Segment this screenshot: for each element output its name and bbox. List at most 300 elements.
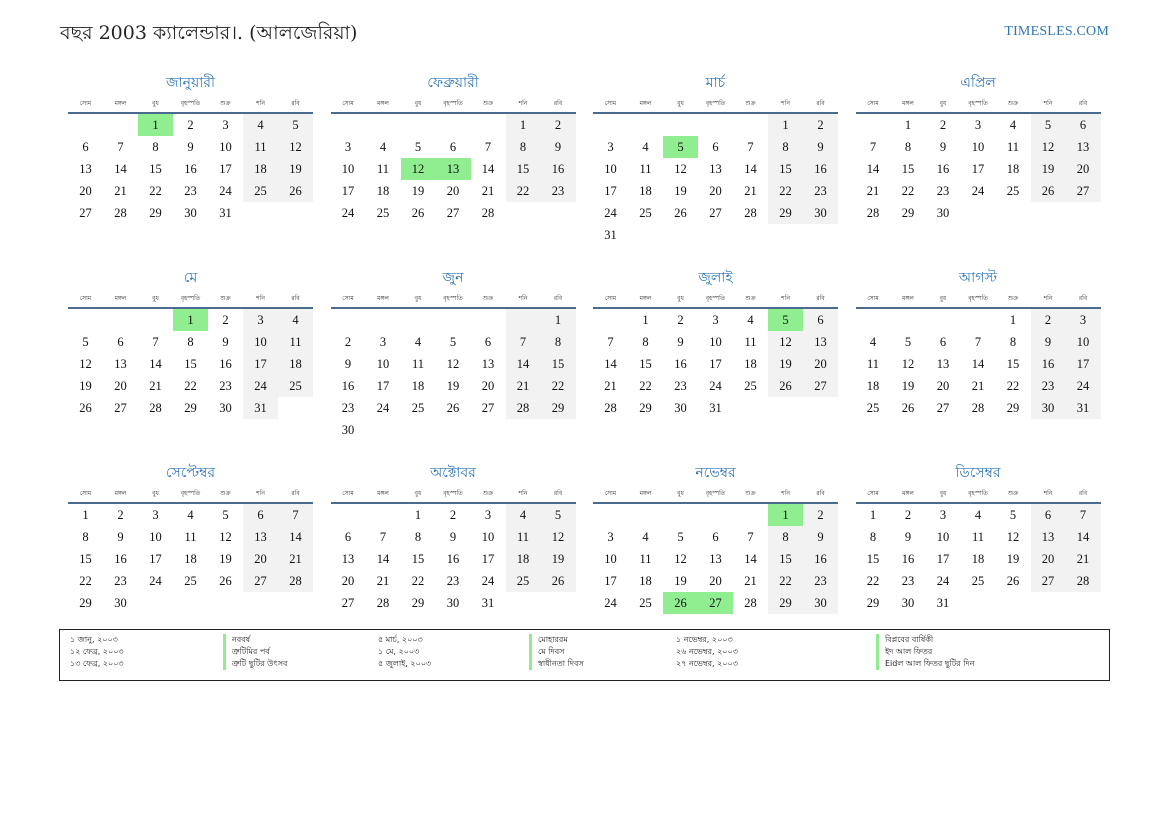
day-cell: 11 xyxy=(278,331,313,353)
days-grid xyxy=(331,504,576,614)
weekday-header xyxy=(593,289,838,309)
day-cell: 21 xyxy=(149,379,162,393)
day-cell: 19 xyxy=(411,184,425,198)
day-cell: 1 xyxy=(869,508,877,522)
month-calendar xyxy=(856,267,1101,446)
day-cell: 7 xyxy=(607,335,614,349)
day-cell: 6 xyxy=(803,309,838,331)
day-cell: 8 xyxy=(187,335,194,349)
day-cell: 3 xyxy=(152,508,159,522)
weekday-label: সোম xyxy=(867,294,879,302)
holiday-day-cell: 1 xyxy=(138,114,173,136)
weekday-label: সোম xyxy=(604,489,617,497)
weekday-label: বুধ xyxy=(939,99,947,107)
day-cell: 14 xyxy=(604,357,617,371)
day-cell: 4 xyxy=(642,530,649,544)
day-cell: 4 xyxy=(506,504,541,526)
days-grid xyxy=(68,504,313,614)
day-cell: 30 xyxy=(803,592,838,614)
day-cell: 10 xyxy=(376,357,390,371)
day-cell: 11 xyxy=(971,530,985,544)
day-cell: 3 xyxy=(344,140,352,154)
day-cell: 5 xyxy=(222,508,229,522)
empty-cell xyxy=(331,504,366,526)
empty-cell xyxy=(628,504,663,526)
day-cell: 6 xyxy=(939,335,947,349)
empty-cell xyxy=(471,309,506,331)
day-cell: 15 xyxy=(866,552,880,566)
day-cell: 5 xyxy=(677,530,684,544)
holiday-date: ১ মে, ২০০৩ xyxy=(378,647,420,656)
days-grid xyxy=(856,309,1101,419)
day-cell: 9 xyxy=(939,140,947,154)
day-cell: 8 xyxy=(768,136,803,158)
day-cell: 6 xyxy=(712,530,719,544)
day-cell: 17 xyxy=(936,552,950,566)
day-cell: 19 xyxy=(278,158,313,180)
day-cell: 2 xyxy=(803,504,838,526)
weekday-label: বুধ xyxy=(414,99,422,107)
weekday-label: শুক্র xyxy=(745,294,756,302)
day-cell: 13 xyxy=(1066,136,1101,158)
day-cell: 12 xyxy=(278,136,313,158)
day-cell: 25 xyxy=(744,379,757,393)
weekday-label: বৃহস্পতি xyxy=(443,294,463,302)
day-cell: 13 xyxy=(341,552,355,566)
day-cell: 2 xyxy=(939,118,947,132)
day-cell: 6 xyxy=(344,530,352,544)
day-cell: 3 xyxy=(1066,309,1101,331)
day-cell: 5 xyxy=(449,335,457,349)
weekday-header xyxy=(331,484,576,504)
day-cell: 15 xyxy=(901,162,915,176)
weekday-label: সোম xyxy=(604,99,617,107)
day-cell: 1 xyxy=(768,114,803,136)
day-cell: 20 xyxy=(114,379,127,393)
day-cell: 8 xyxy=(642,335,649,349)
day-cell: 9 xyxy=(904,530,912,544)
day-cell: 2 xyxy=(541,114,576,136)
empty-cell xyxy=(436,309,471,331)
day-cell: 6 xyxy=(484,335,492,349)
day-cell: 2 xyxy=(117,508,124,522)
day-cell: 24 xyxy=(971,184,985,198)
day-cell: 14 xyxy=(971,357,985,371)
day-cell: 26 xyxy=(219,574,232,588)
day-cell: 3 xyxy=(607,530,614,544)
day-cell: 21 xyxy=(376,574,390,588)
day-cell: 10 xyxy=(243,331,278,353)
day-cell: 2 xyxy=(449,508,457,522)
day-cell: 11 xyxy=(639,552,652,566)
day-cell: 20 xyxy=(446,184,460,198)
day-cell: 18 xyxy=(639,574,652,588)
weekday-header xyxy=(331,94,576,114)
holiday-name: স্বাধীনতা দিবস xyxy=(529,658,584,670)
day-cell: 25 xyxy=(971,574,985,588)
weekday-label: সোম xyxy=(79,99,92,107)
day-cell: 31 xyxy=(709,401,722,415)
weekday-label: বৃহস্পতি xyxy=(968,294,988,302)
day-cell: 17 xyxy=(243,353,278,375)
days-grid xyxy=(856,504,1101,614)
day-cell: 19 xyxy=(901,379,915,393)
day-cell: 24 xyxy=(709,379,722,393)
day-cell: 1 xyxy=(506,114,541,136)
site-link[interactable]: TIMESLES.COM xyxy=(1004,24,1109,39)
empty-cell xyxy=(733,114,768,136)
day-cell: 31 xyxy=(243,397,278,419)
day-cell: 29 xyxy=(1006,401,1020,415)
month-name: জুলাই xyxy=(698,270,733,286)
day-cell: 26 xyxy=(541,570,576,592)
weekday-label: মঙ্গল xyxy=(377,294,389,302)
day-cell: 16 xyxy=(803,158,838,180)
holiday-date: ২৬ নভেম্বর, ২০০৩ xyxy=(676,647,738,656)
days-grid xyxy=(593,504,838,614)
day-cell: 10 xyxy=(481,530,495,544)
day-cell: 18 xyxy=(506,548,541,570)
day-cell: 19 xyxy=(79,379,92,393)
day-cell: 3 xyxy=(243,309,278,331)
day-cell: 5 xyxy=(82,335,89,349)
day-cell: 18 xyxy=(744,357,757,371)
weekday-label: রবি xyxy=(291,489,300,497)
day-cell: 30 xyxy=(114,596,127,610)
day-cell: 2 xyxy=(1031,309,1066,331)
day-cell: 30 xyxy=(341,423,355,437)
day-cell: 11 xyxy=(411,357,425,371)
month-name: ফেব্রুয়ারী xyxy=(427,75,479,91)
day-cell: 7 xyxy=(974,335,982,349)
day-cell: 16 xyxy=(674,357,687,371)
weekday-label: বুধ xyxy=(677,294,684,302)
day-cell: 27 xyxy=(1066,180,1101,202)
holiday-day-cell: 12 xyxy=(401,158,436,180)
day-cell: 23 xyxy=(541,180,576,202)
day-cell: 27 xyxy=(446,206,460,220)
weekday-label: সোম xyxy=(342,294,354,302)
day-cell: 28 xyxy=(149,401,162,415)
empty-cell xyxy=(103,114,138,136)
day-cell: 7 xyxy=(117,140,124,154)
day-cell: 23 xyxy=(803,570,838,592)
weekday-label: শুক্র xyxy=(220,99,231,107)
holiday-day-cell: 5 xyxy=(768,309,803,331)
day-cell: 30 xyxy=(219,401,232,415)
day-cell: 20 xyxy=(243,548,278,570)
day-cell: 22 xyxy=(768,570,803,592)
weekday-label: সোম xyxy=(867,99,879,107)
empty-cell xyxy=(926,309,961,331)
day-cell: 18 xyxy=(639,184,652,198)
weekday-label: শনি xyxy=(1043,489,1053,497)
day-cell: 10 xyxy=(219,140,232,154)
weekday-header xyxy=(856,289,1101,309)
day-cell: 15 xyxy=(411,552,425,566)
weekday-header xyxy=(593,484,838,504)
weekday-label: মঙ্গল xyxy=(902,489,914,497)
weekday-label: মঙ্গল xyxy=(902,294,914,302)
weekday-label: রবি xyxy=(291,99,300,107)
day-cell: 9 xyxy=(541,136,576,158)
day-cell: 22 xyxy=(901,184,915,198)
days-grid xyxy=(331,114,576,224)
day-cell: 28 xyxy=(114,206,127,220)
holiday-name: ইদ আল ফিতর xyxy=(876,646,932,658)
day-cell: 17 xyxy=(604,574,617,588)
day-cell: 27 xyxy=(114,401,127,415)
day-cell: 27 xyxy=(243,570,278,592)
month-name: মার্চ xyxy=(705,75,726,91)
day-cell: 9 xyxy=(803,136,838,158)
empty-cell xyxy=(471,114,506,136)
day-cell: 30 xyxy=(901,596,915,610)
day-cell: 28 xyxy=(278,570,313,592)
empty-cell xyxy=(698,114,733,136)
day-cell: 17 xyxy=(376,379,390,393)
empty-cell xyxy=(366,309,401,331)
day-cell: 18 xyxy=(243,158,278,180)
day-cell: 3 xyxy=(607,140,614,154)
weekday-label: রবি xyxy=(1078,489,1088,497)
day-cell: 8 xyxy=(1009,335,1017,349)
day-cell: 22 xyxy=(79,574,92,588)
days-grid xyxy=(331,309,576,441)
day-cell: 29 xyxy=(79,596,92,610)
day-cell: 23 xyxy=(184,184,197,198)
day-cell: 7 xyxy=(484,140,492,154)
holiday-name: মোহাররম xyxy=(529,634,568,646)
month-name: জানুয়ারী xyxy=(166,75,215,91)
day-cell: 20 xyxy=(79,184,92,198)
day-cell: 21 xyxy=(744,184,757,198)
holiday-name: নববর্ষ xyxy=(223,634,250,646)
weekday-label: বৃহস্পতি xyxy=(705,294,726,302)
day-cell: 23 xyxy=(219,379,232,393)
day-cell: 20 xyxy=(1066,158,1101,180)
day-cell: 22 xyxy=(768,180,803,202)
day-cell: 7 xyxy=(379,530,387,544)
empty-cell xyxy=(593,504,628,526)
day-cell: 10 xyxy=(936,530,950,544)
weekday-label: শুক্র xyxy=(482,489,494,497)
day-cell: 23 xyxy=(803,180,838,202)
day-cell: 20 xyxy=(481,379,495,393)
day-cell: 10 xyxy=(604,552,617,566)
day-cell: 19 xyxy=(446,379,460,393)
day-cell: 7 xyxy=(1066,504,1101,526)
month-name: সেপ্টেম্বর xyxy=(165,465,216,481)
empty-cell xyxy=(628,114,663,136)
day-cell: 19 xyxy=(541,548,576,570)
day-cell: 11 xyxy=(639,162,652,176)
day-cell: 31 xyxy=(936,596,950,610)
day-cell: 17 xyxy=(219,162,232,176)
day-cell: 1 xyxy=(414,508,422,522)
day-cell: 16 xyxy=(184,162,197,176)
day-cell: 22 xyxy=(541,375,576,397)
empty-cell xyxy=(856,114,891,136)
day-cell: 29 xyxy=(541,397,576,419)
day-cell: 13 xyxy=(79,162,92,176)
holiday-day-cell: 27 xyxy=(698,592,733,614)
month-name: আগস্ট xyxy=(958,270,998,286)
holiday-name: মে দিবস xyxy=(529,646,564,658)
day-cell: 16 xyxy=(936,162,950,176)
day-cell: 26 xyxy=(1031,180,1066,202)
day-cell: 3 xyxy=(974,118,982,132)
day-cell: 16 xyxy=(1031,353,1066,375)
holiday-name: ত্রুটিমির পর্ব xyxy=(223,646,270,658)
weekday-label: শুক্র xyxy=(1007,294,1019,302)
weekday-label: মঙ্গল xyxy=(114,489,127,497)
day-cell: 11 xyxy=(243,136,278,158)
empty-cell xyxy=(961,309,996,331)
day-cell: 16 xyxy=(219,357,232,371)
day-cell: 23 xyxy=(341,401,355,415)
empty-cell xyxy=(68,309,103,331)
day-cell: 30 xyxy=(674,401,687,415)
day-cell: 30 xyxy=(936,206,950,220)
day-cell: 11 xyxy=(184,530,197,544)
weekday-header xyxy=(331,289,576,309)
day-cell: 8 xyxy=(414,530,422,544)
weekday-label: মঙ্গল xyxy=(377,99,389,107)
holiday-date: ২৭ নভেম্বর, ২০০৩ xyxy=(676,659,738,668)
day-cell: 29 xyxy=(866,596,880,610)
month-calendar xyxy=(331,72,576,251)
day-cell: 5 xyxy=(414,140,422,154)
day-cell: 30 xyxy=(184,206,197,220)
day-cell: 21 xyxy=(506,375,541,397)
empty-cell xyxy=(366,114,401,136)
day-cell: 16 xyxy=(541,158,576,180)
day-cell: 2 xyxy=(803,114,838,136)
weekday-header xyxy=(593,94,838,114)
day-cell: 28 xyxy=(604,401,617,415)
weekday-label: বৃহস্পতি xyxy=(705,99,726,107)
weekday-label: বৃহস্পতি xyxy=(443,99,463,107)
day-cell: 11 xyxy=(1006,140,1020,154)
day-cell: 29 xyxy=(411,596,425,610)
day-cell: 10 xyxy=(604,162,617,176)
day-cell: 16 xyxy=(114,552,127,566)
day-cell: 14 xyxy=(744,162,757,176)
months-grid xyxy=(68,72,1101,641)
weekday-label: বুধ xyxy=(939,294,947,302)
day-cell: 17 xyxy=(149,552,162,566)
month-calendar xyxy=(593,72,838,251)
day-cell: 31 xyxy=(1066,397,1101,419)
weekday-label: সোম xyxy=(79,294,92,302)
weekday-label: বুধ xyxy=(939,489,947,497)
day-cell: 14 xyxy=(506,353,541,375)
day-cell: 23 xyxy=(936,184,950,198)
day-cell: 15 xyxy=(506,158,541,180)
weekday-header xyxy=(68,94,313,114)
day-cell: 3 xyxy=(484,508,492,522)
day-cell: 3 xyxy=(939,508,947,522)
empty-cell xyxy=(331,114,366,136)
weekday-label: শুক্র xyxy=(482,99,494,107)
weekday-label: বুধ xyxy=(414,294,422,302)
day-cell: 11 xyxy=(506,526,541,548)
day-cell: 29 xyxy=(901,206,915,220)
day-cell: 3 xyxy=(222,118,229,132)
day-cell: 8 xyxy=(541,331,576,353)
month-name: জুন xyxy=(442,270,464,286)
day-cell: 26 xyxy=(768,375,803,397)
day-cell: 15 xyxy=(541,353,576,375)
weekday-label: শুক্র xyxy=(220,489,231,497)
month-calendar xyxy=(593,267,838,446)
day-cell: 9 xyxy=(222,335,229,349)
day-cell: 19 xyxy=(674,574,687,588)
day-cell: 17 xyxy=(1066,353,1101,375)
holiday-day-cell: 1 xyxy=(768,504,803,526)
days-grid xyxy=(593,309,838,419)
day-cell: 15 xyxy=(79,552,92,566)
day-cell: 4 xyxy=(278,309,313,331)
weekday-label: বুধ xyxy=(677,99,684,107)
weekday-label: মঙ্গল xyxy=(902,99,914,107)
day-cell: 13 xyxy=(709,552,722,566)
weekday-label: মঙ্গল xyxy=(114,294,127,302)
month-calendar xyxy=(68,72,313,251)
day-cell: 12 xyxy=(674,162,687,176)
empty-cell xyxy=(856,309,891,331)
day-cell: 6 xyxy=(1031,504,1066,526)
day-cell: 6 xyxy=(82,140,89,154)
day-cell: 26 xyxy=(278,180,313,202)
days-grid xyxy=(68,114,313,224)
day-cell: 7 xyxy=(747,530,754,544)
day-cell: 8 xyxy=(904,140,912,154)
day-cell: 5 xyxy=(278,114,313,136)
day-cell: 28 xyxy=(971,401,985,415)
day-cell: 16 xyxy=(901,552,915,566)
empty-cell xyxy=(593,114,628,136)
day-cell: 2 xyxy=(187,118,194,132)
day-cell: 30 xyxy=(1031,397,1066,419)
day-cell: 25 xyxy=(411,401,425,415)
weekday-label: বুধ xyxy=(677,489,684,497)
weekday-label: রবি xyxy=(816,99,825,107)
day-cell: 25 xyxy=(243,180,278,202)
day-cell: 28 xyxy=(376,596,390,610)
weekday-label: শনি xyxy=(256,99,265,107)
day-cell: 27 xyxy=(803,375,838,397)
day-cell: 30 xyxy=(803,202,838,224)
day-cell: 16 xyxy=(341,379,355,393)
holiday-name: Eidল আল ফিতর ছুটির দিন xyxy=(876,658,974,670)
holiday-name: ত্রুটি ছুটির উৎসব xyxy=(223,658,287,670)
weekday-header xyxy=(68,484,313,504)
day-cell: 1 xyxy=(904,118,912,132)
day-cell: 19 xyxy=(1031,158,1066,180)
day-cell: 26 xyxy=(674,206,687,220)
day-cell: 25 xyxy=(278,375,313,397)
day-cell: 19 xyxy=(1006,552,1020,566)
day-cell: 9 xyxy=(187,140,194,154)
day-cell: 12 xyxy=(219,530,232,544)
day-cell: 18 xyxy=(411,379,425,393)
day-cell: 18 xyxy=(866,379,880,393)
day-cell: 29 xyxy=(768,592,803,614)
day-cell: 21 xyxy=(604,379,617,393)
day-cell: 22 xyxy=(184,379,197,393)
